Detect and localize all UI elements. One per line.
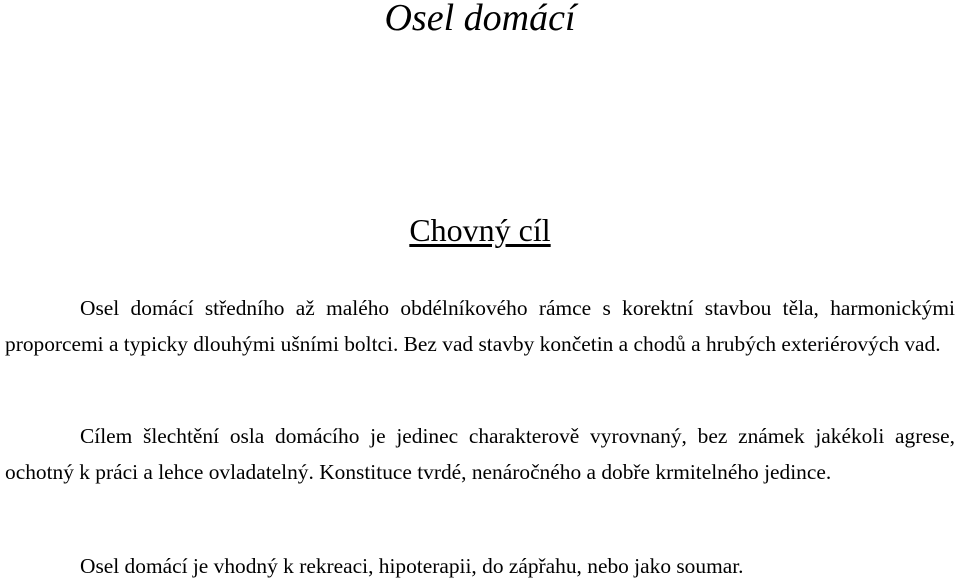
paragraph-breeding-goal: Cílem šlechtění osla domácího je jedinec charakterově vyrovnaný, bez známek jakékoli agrese, ochotný k práci a lehce ovladatelný. Konstituce tvrdé, nenáročného a dobře krmitelného jedince. [5, 424, 955, 484]
document-title: Osel domácí [384, 0, 576, 39]
section-heading: Chovný cíl [409, 212, 551, 248]
paragraph-usage: Osel domácí je vhodný k rekreaci, hipoterapii, do zápřahu, nebo jako soumar. [80, 554, 744, 578]
paragraph-breeding-body: Osel domácí středního až malého obdélníkového rámce s korektní stavbou těla, harmonickými proporcemi a typicky dlouhými ušními boltci. Bez vad stavby končetin a chodů a hrubých exteriérových vad. [5, 296, 955, 356]
